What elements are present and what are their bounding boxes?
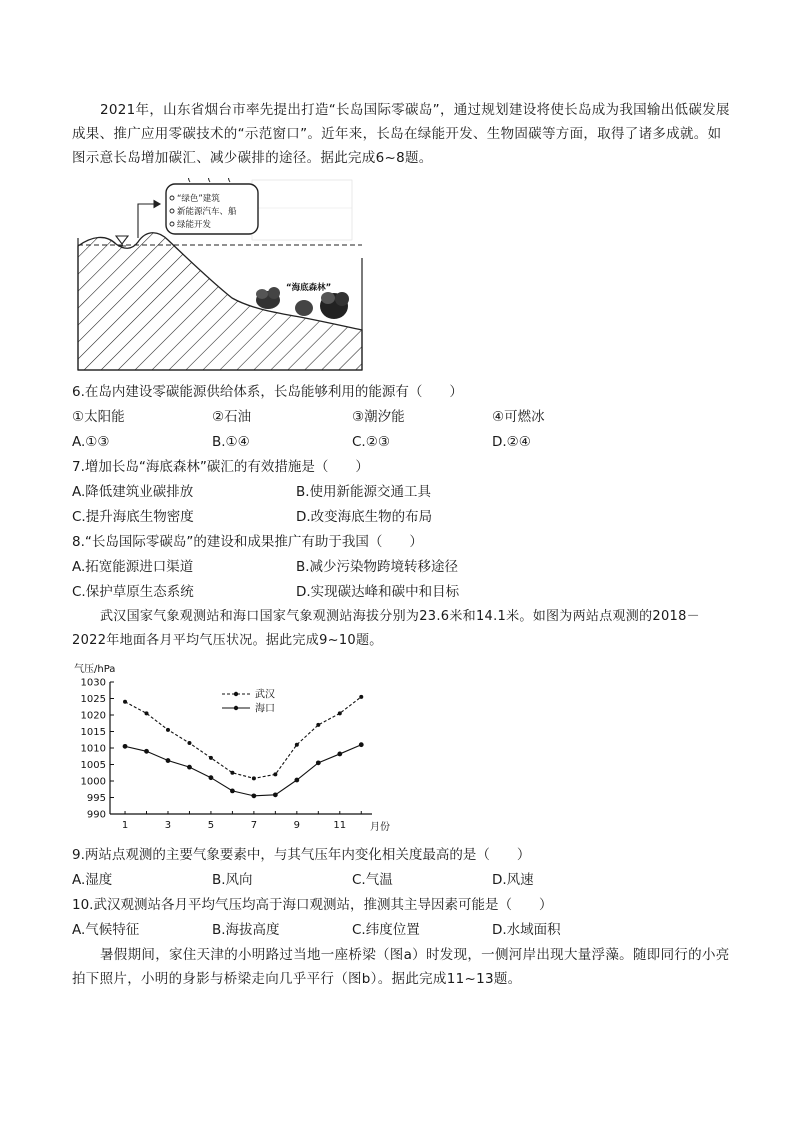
q9-option-a: A.湿度: [72, 872, 113, 888]
y-tick-label: 1005: [80, 760, 106, 771]
x-tick-label: 9: [293, 820, 301, 831]
data-point: [295, 743, 299, 747]
data-point: [338, 711, 342, 715]
q6-option-a: A.①③: [72, 434, 110, 450]
q8-option-a: A.拓宽能源进口渠道: [72, 559, 194, 575]
x-tick-label: 11: [333, 820, 347, 831]
data-point: [230, 789, 235, 794]
y-tick-label: 1015: [80, 727, 106, 738]
x-tick-label: 1: [121, 820, 129, 831]
question-8-stem: 8.“长岛国际零碳岛”的建设和成果推广有助于我国（ ）: [72, 534, 423, 550]
q7-option-d: D.改变海底生物的布局: [296, 509, 433, 525]
y-tick-label: 1010: [80, 743, 106, 755]
q7-option-b: B.使用新能源交通工具: [296, 484, 432, 500]
q6-option-b: B.①④: [212, 434, 250, 450]
data-point: [316, 723, 320, 727]
q8-option-c: C.保护草原生态系统: [72, 584, 194, 600]
q8-option-d: D.实现碳达峰和碳中和目标: [296, 584, 460, 600]
data-point: [294, 778, 299, 783]
data-point: [359, 695, 363, 699]
question-10-stem: 10.武汉观测站各月平均气压均高于海口观测站，推测其主导因素可能是（ ）: [72, 897, 553, 913]
series-line-1: [125, 697, 361, 779]
data-point: [209, 756, 213, 760]
question-9-stem: 9.两站点观测的主要气象要素中，与其气压年内变化相关度最高的是（ ）: [72, 847, 531, 863]
data-point: [123, 700, 127, 704]
q8-option-b: B.减少污染物跨境转移途径: [296, 559, 459, 575]
pressure-line-chart: [72, 660, 392, 836]
q6-item-1: ①太阳能: [72, 409, 125, 425]
q10-option-d: D.水域面积: [492, 922, 561, 938]
q6-option-d: D.②④: [492, 434, 531, 450]
data-point: [187, 765, 192, 770]
q10-option-c: C.纬度位置: [352, 922, 420, 938]
intro-paragraph-2: 武汉国家气象观测站和海口国家气象观测站海拔分别为23.6米和14.1米。如图为两站点观测的2018－2022年地面各月平均气压状况。据此完成9~10题。: [72, 609, 700, 648]
x-tick-label: 5: [207, 820, 215, 831]
box-item-new-energy-vehicles: 新能源汽车、船: [177, 207, 237, 217]
data-point: [316, 760, 321, 765]
water-level-icon: [116, 236, 128, 244]
q6-item-4: ④可燃冰: [492, 409, 545, 425]
chart-ylabel: 气压/hPa: [74, 664, 116, 675]
chart-xlabel: 月份: [370, 822, 390, 833]
question-7-stem: 7.增加长岛“海底森林”碳汇的有效措施是（ ）: [72, 459, 369, 475]
data-point: [252, 776, 256, 780]
data-point: [273, 792, 278, 797]
data-point: [166, 758, 171, 763]
intro-paragraph-1: 2021年，山东省烟台市率先提出打造“长岛国际零碳岛”，通过规划建设将使长岛成为我国输出低碳发展成果、推广应用零碳技术的“示范窗口”。近年来，长岛在绿能开发、生物固碳等方面，取得了诸多成就。如图示意长岛增加碳汇、减少碳排的途径。据此完成6~8题。: [72, 102, 730, 166]
x-tick-label: 3: [164, 820, 172, 831]
q7-option-c: C.提升海底生物密度: [72, 509, 194, 525]
legend-label-1: 武汉: [255, 689, 275, 701]
y-tick-label: 1020: [80, 710, 106, 722]
q9-option-d: D.风速: [492, 872, 534, 888]
box-item-green-building: “绿色”建筑: [177, 194, 220, 204]
y-tick-label: 1000: [80, 776, 106, 788]
question-6-stem: 6.在岛内建设零碳能源供给体系，长岛能够利用的能源有（ ）: [72, 384, 463, 400]
x-tick-label: 7: [250, 820, 258, 831]
box-item-green-energy: 绿能开发: [177, 220, 212, 230]
legend-marker-1: [234, 692, 238, 696]
island-carbon-diagram: [72, 178, 372, 374]
y-tick-label: 1030: [80, 677, 106, 689]
q10-option-a: A.气候特征: [72, 922, 140, 938]
data-point: [209, 775, 214, 780]
data-point: [359, 742, 364, 747]
data-point: [144, 749, 149, 754]
q6-option-c: C.②③: [352, 434, 390, 450]
island-cross-section: [78, 233, 362, 370]
data-point: [230, 771, 234, 775]
q6-item-2: ②石油: [212, 409, 252, 425]
data-point: [273, 772, 277, 776]
data-point: [251, 793, 256, 798]
q9-option-c: C.气温: [352, 872, 393, 888]
legend-marker-2: [234, 706, 238, 710]
y-tick-label: 990: [86, 809, 106, 821]
intro-paragraph-3: 暑假期间，家住天津的小明路过当地一座桥梁（图a）时发现，一侧河岸出现大量浮藻。随即同行的小亮拍下照片，小明的身影与桥梁走向几乎平行（图b）。据此完成11~13题。: [72, 947, 730, 987]
series-line-2: [125, 745, 361, 796]
data-point: [337, 752, 342, 757]
seafloor-forest-label: “海底森林”: [286, 283, 332, 293]
data-point: [187, 741, 191, 745]
data-point: [123, 744, 128, 749]
q7-option-a: A.降低建筑业碳排放: [72, 484, 194, 500]
data-point: [166, 728, 170, 732]
y-tick-label: 1025: [80, 694, 106, 705]
q9-option-b: B.风向: [212, 872, 253, 888]
legend-label-2: 海口: [255, 703, 275, 715]
y-tick-label: 995: [86, 793, 106, 804]
q6-item-3: ③潮汐能: [352, 409, 405, 425]
q10-option-b: B.海拔高度: [212, 922, 280, 938]
data-point: [145, 711, 149, 715]
